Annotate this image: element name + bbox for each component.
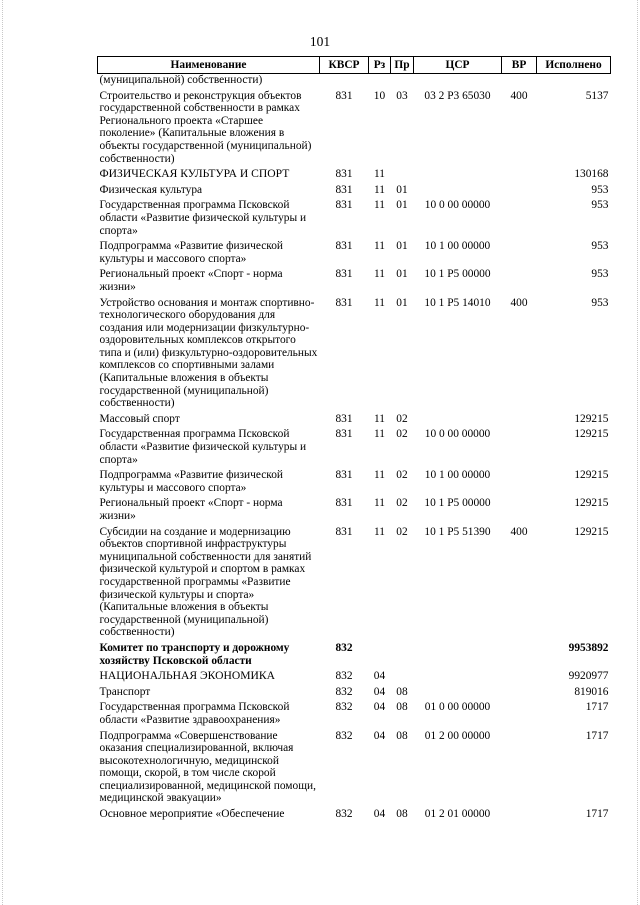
budget-execution-table [97, 56, 611, 821]
table-row [98, 667, 611, 683]
cell-csr: 10 1 P5 14010 [424, 296, 491, 309]
cell-kvsr: 831 [335, 497, 353, 510]
cell-name: Подпрограмма «Развитие физической культуры и массового спорта» [99, 469, 284, 494]
cell-name: Подпрограмма «Развитие физической культуры и массового спорта» [99, 240, 284, 265]
cell-pr: 01 [396, 183, 408, 196]
cell-pr: 01 [396, 240, 408, 253]
cell-kvsr [320, 74, 369, 87]
cell-pr: 01 [396, 296, 408, 309]
cell-csr: 10 0 00 00000 [424, 199, 491, 212]
cell-csr [414, 667, 502, 683]
cell-pr: 08 [396, 701, 408, 714]
header-csr: ЦСР [414, 57, 502, 74]
cell-executed: 129215 [574, 469, 609, 482]
cell-executed: 1717 [585, 701, 609, 714]
cell-kvsr: 831 [335, 89, 353, 102]
cell-rz: 11 [374, 183, 385, 196]
cell-kvsr: 831 [335, 428, 353, 441]
cell-kvsr: 831 [335, 183, 353, 196]
table-row [98, 639, 611, 667]
cell-executed: 129215 [574, 428, 609, 441]
cell-kvsr: 831 [335, 525, 353, 538]
cell-name: Физическая культура [99, 183, 203, 196]
cell-vr [502, 196, 537, 237]
cell-name: Региональный проект «Спорт - норма жизни» [99, 268, 283, 293]
cell-pr [391, 165, 414, 181]
cell-rz: 11 [374, 525, 385, 538]
cell-pr: 02 [396, 428, 408, 441]
table-row [98, 87, 611, 166]
cell-pr [391, 74, 414, 87]
table-header-row [98, 57, 611, 74]
cell-executed: 953 [591, 183, 609, 196]
cell-kvsr: 831 [335, 168, 353, 181]
cell-name: Региональный проект «Спорт - норма жизни» [99, 497, 283, 522]
cell-kvsr: 831 [335, 469, 353, 482]
cell-vr [502, 165, 537, 181]
left-margin-dotted-line [2, 0, 3, 905]
table-row [98, 196, 611, 237]
cell-name: Субсидии на создание и модернизацию объектов спортивной инфраструктуры муниципальной собственности для занятий физической культурой и спортом в рамках государственной программы «Развитие физической культуры и спорта» (Капитальные вложения в объекты государственной (муниципальной) собственности) [99, 525, 312, 639]
cell-vr [502, 466, 537, 494]
cell-executed: 9953892 [568, 641, 609, 654]
cell-executed: 130168 [574, 168, 609, 181]
cell-executed: 953 [591, 296, 609, 309]
cell-csr: 10 1 P5 00000 [424, 497, 491, 510]
table-row [98, 74, 611, 87]
cell-rz: 04 [373, 729, 386, 742]
cell-vr [502, 667, 537, 683]
cell-vr [502, 727, 537, 806]
cell-vr [502, 805, 537, 821]
cell-csr: 10 1 P5 51390 [424, 525, 491, 538]
cell-rz: 04 [373, 701, 386, 714]
cell-name: Устройство основания и монтаж спортивно-технологического оборудования для создания или модернизации физкультурно-оздоровительных комплексов открытого типа и (или) физкультурно-оздоровительных комплексов со спортивными залами (Капитальные вложения в объекты государственной (муниципальной) собственности) [99, 296, 318, 410]
cell-name: НАЦИОНАЛЬНАЯ ЭКОНОМИКА [99, 669, 276, 683]
cell-vr [502, 410, 537, 426]
cell-pr: 02 [396, 525, 408, 538]
table-row [98, 425, 611, 466]
cell-csr [414, 74, 502, 87]
cell-pr: 08 [396, 729, 408, 742]
right-margin-dotted-line [637, 0, 638, 905]
cell-csr [414, 683, 502, 699]
cell-vr: 400 [510, 296, 528, 309]
cell-vr [502, 639, 537, 667]
cell-csr: 01 2 00 00000 [424, 729, 491, 742]
cell-name: Транспорт [99, 685, 151, 698]
cell-kvsr: 832 [335, 729, 353, 742]
cell-rz: 11 [374, 268, 385, 281]
cell-vr [502, 425, 537, 466]
cell-rz: 10 [373, 89, 386, 102]
cell-csr: 10 1 00 00000 [424, 469, 491, 482]
cell-name: Строительство и реконструкция объектов государственной собственности в рамках Регионального проекта «Старшее поколение» (Капитальные вложения в объекты государственной (муниципальной) собственности) [99, 89, 312, 165]
cell-csr: 01 0 00 00000 [424, 701, 491, 714]
cell-kvsr: 832 [335, 670, 353, 683]
cell-executed [537, 74, 611, 87]
table-row [98, 165, 611, 181]
cell-rz: 04 [373, 670, 386, 683]
cell-pr: 01 [396, 199, 408, 212]
cell-executed: 1717 [585, 729, 609, 742]
cell-pr [391, 639, 414, 667]
header-rz: Рз [369, 57, 391, 74]
cell-name: Массовый спорт [99, 412, 180, 425]
cell-kvsr: 831 [335, 240, 353, 253]
cell-rz: 04 [373, 808, 386, 821]
table-row [98, 805, 611, 821]
header-kvsr: КВСР [320, 57, 369, 74]
cell-executed: 9920977 [568, 670, 609, 683]
header-vr: ВР [502, 57, 537, 74]
cell-pr: 02 [396, 412, 408, 425]
cell-rz: 11 [374, 428, 385, 441]
cell-kvsr: 832 [335, 701, 353, 714]
cell-vr [502, 683, 537, 699]
cell-name: (муниципальной) собственности) [99, 74, 263, 86]
cell-kvsr: 831 [335, 412, 353, 425]
cell-name: Государственная программа Псковской области «Развитие физической культуры и спорта» [99, 428, 307, 466]
cell-kvsr: 832 [335, 641, 353, 654]
cell-executed: 5137 [585, 89, 609, 102]
cell-csr [414, 639, 502, 667]
cell-executed: 129215 [574, 412, 609, 425]
header-name: Наименование [98, 57, 320, 74]
table-row [98, 410, 611, 426]
cell-kvsr: 832 [335, 808, 353, 821]
cell-vr [502, 698, 537, 726]
cell-pr: 08 [396, 685, 408, 698]
cell-csr [414, 410, 502, 426]
table-row [98, 294, 611, 410]
cell-executed: 129215 [574, 497, 609, 510]
table-row [98, 698, 611, 726]
table-row [98, 466, 611, 494]
cell-rz: 11 [374, 168, 385, 181]
cell-vr [502, 181, 537, 197]
header-executed: Исполнено [537, 57, 611, 74]
table-row [98, 265, 611, 293]
cell-executed: 953 [591, 268, 609, 281]
cell-rz [369, 74, 391, 87]
cell-vr [502, 237, 537, 265]
cell-vr: 400 [510, 89, 528, 102]
cell-pr [391, 667, 414, 683]
header-pr: Пр [391, 57, 414, 74]
table-row [98, 494, 611, 522]
table-row [98, 237, 611, 265]
cell-rz: 11 [374, 412, 385, 425]
cell-name: Основное мероприятие «Обеспечение [99, 808, 285, 821]
page-number: 101 [309, 34, 331, 49]
cell-pr: 02 [396, 497, 408, 510]
cell-kvsr: 831 [335, 199, 353, 212]
cell-rz: 11 [374, 469, 385, 482]
cell-kvsr: 832 [335, 685, 353, 698]
cell-rz: 11 [374, 240, 385, 253]
cell-name: Комитет по транспорту и дорожному хозяйству Псковской области [99, 641, 290, 667]
cell-csr: 10 0 00 00000 [424, 428, 491, 441]
cell-name: Подпрограмма «Совершенствование оказания специализированной, включая высокотехнологичную, медицинской помощи, скорой, в том числе скорой специализированной, медицинской помощи, медицинской эвакуации» [99, 729, 316, 805]
cell-executed: 953 [591, 240, 609, 253]
cell-name: ФИЗИЧЕСКАЯ КУЛЬТУРА И СПОРТ [99, 167, 290, 181]
cell-rz: 11 [374, 296, 385, 309]
cell-pr: 08 [396, 808, 408, 821]
table-row [98, 683, 611, 699]
cell-rz: 11 [374, 497, 385, 510]
cell-rz: 11 [374, 199, 385, 212]
cell-name: Государственная программа Псковской области «Развитие здравоохранения» [99, 701, 290, 726]
cell-vr [502, 494, 537, 522]
cell-csr: 03 2 P3 65030 [424, 89, 491, 102]
table-row [98, 181, 611, 197]
cell-executed: 953 [591, 199, 609, 212]
cell-executed: 1717 [585, 808, 609, 821]
cell-kvsr: 831 [335, 268, 353, 281]
cell-pr: 01 [396, 268, 408, 281]
table-row [98, 523, 611, 639]
cell-pr: 02 [396, 469, 408, 482]
cell-csr [414, 165, 502, 181]
cell-vr [502, 74, 537, 87]
cell-csr: 10 1 00 00000 [424, 240, 491, 253]
cell-executed: 129215 [574, 525, 609, 538]
cell-csr: 10 1 P5 00000 [424, 268, 491, 281]
cell-csr [414, 181, 502, 197]
cell-pr: 03 [396, 89, 408, 102]
cell-rz: 04 [373, 685, 386, 698]
cell-kvsr: 831 [335, 296, 353, 309]
cell-name: Государственная программа Псковской области «Развитие физической культуры и спорта» [99, 199, 307, 237]
cell-rz [369, 639, 391, 667]
cell-vr [502, 265, 537, 293]
cell-executed: 819016 [574, 685, 609, 698]
cell-csr: 01 2 01 00000 [424, 808, 491, 821]
table-row [98, 727, 611, 806]
cell-vr: 400 [510, 525, 528, 538]
